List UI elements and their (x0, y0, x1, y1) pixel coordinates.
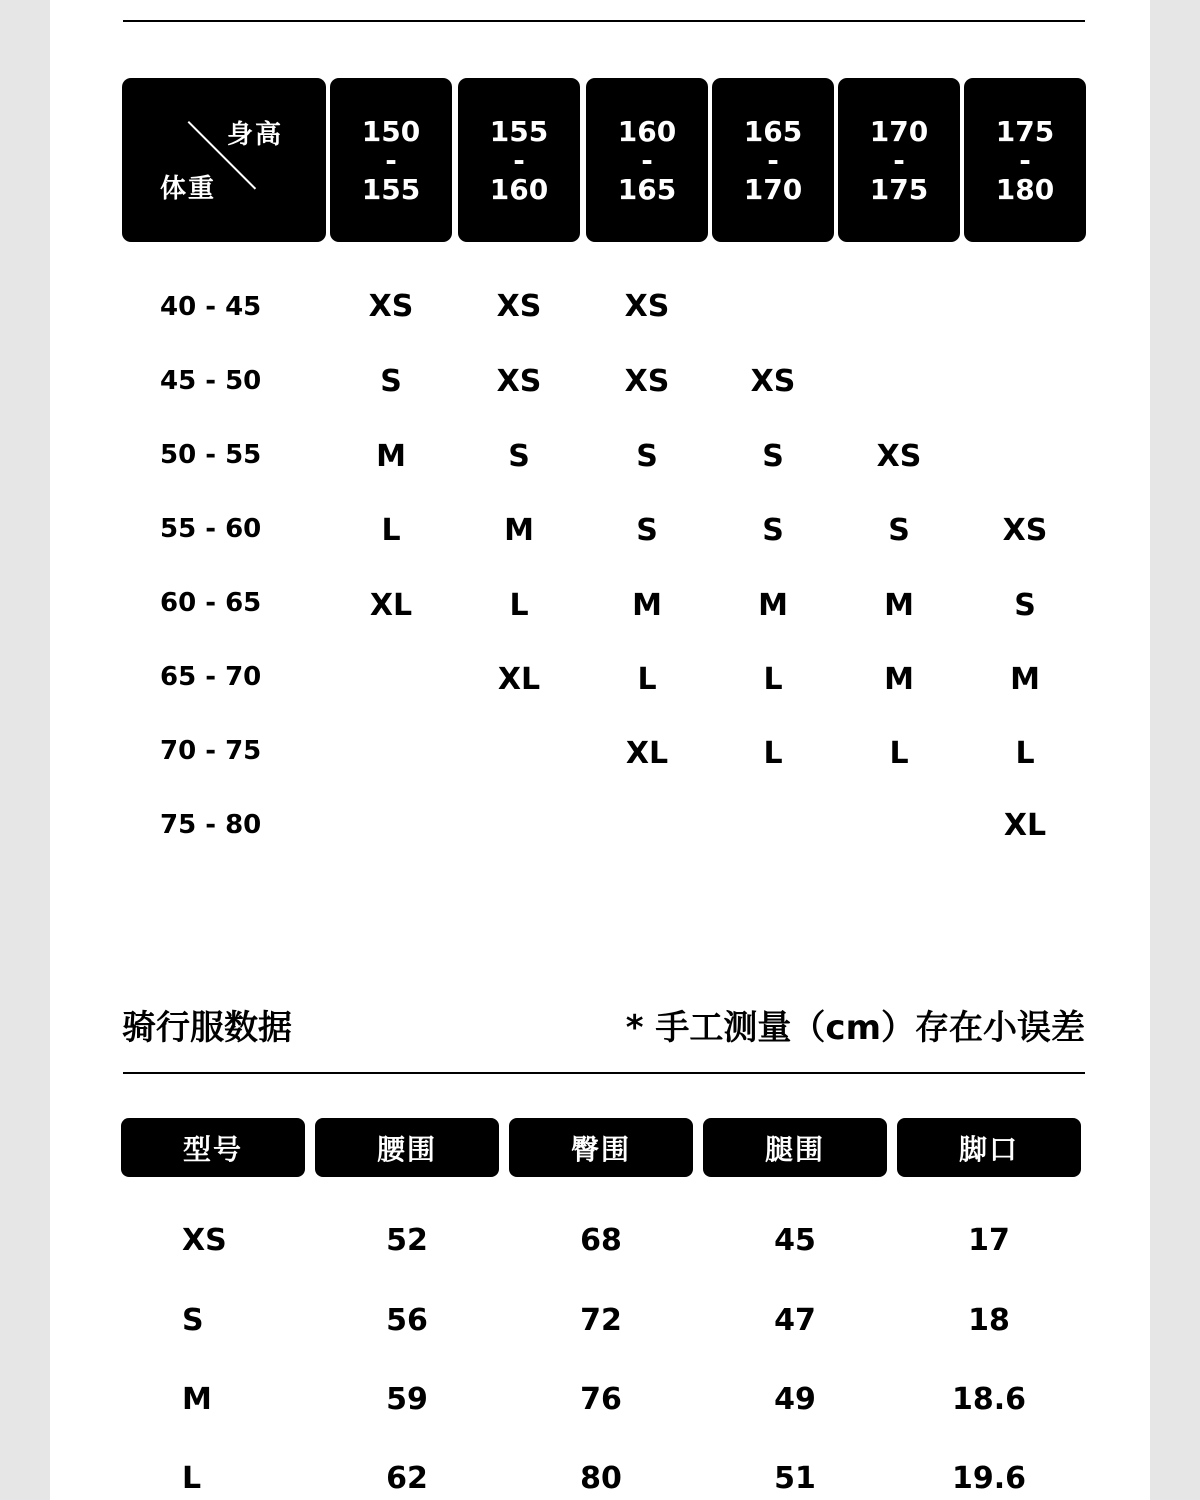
size-cell: L (763, 662, 783, 697)
height-range-header (458, 78, 580, 242)
measure-cell: 45 (774, 1223, 816, 1258)
range-dash: - (641, 143, 653, 177)
range-to: 170 (743, 172, 803, 206)
measure-cell: 18.6 (951, 1382, 1027, 1417)
size-cell: S (636, 439, 658, 474)
height-range-header (964, 78, 1086, 242)
size-cell: L (509, 588, 529, 623)
size-cell: L (381, 513, 401, 548)
size-cell: S (380, 364, 402, 399)
range-from: 175 (995, 114, 1055, 148)
size-cell: S (508, 439, 530, 474)
size-cell: XL (625, 736, 669, 771)
size-cell: S (762, 439, 784, 474)
range-to: 165 (617, 172, 677, 206)
size-cell: XS (496, 364, 542, 399)
range-to: 180 (995, 172, 1055, 206)
measure-cell: 80 (580, 1461, 622, 1496)
section-title: 骑行服数据 (122, 1008, 292, 1048)
height-range-header (586, 78, 708, 242)
size-cell: XS (368, 289, 414, 324)
measure-cell-size: L (182, 1461, 202, 1496)
range-dash: - (385, 143, 397, 177)
weight-range-label: 60 - 65 (160, 588, 262, 618)
size-guide-page (50, 0, 1150, 1500)
column-header-thigh: 腿围 (703, 1118, 887, 1177)
measure-cell: 52 (386, 1223, 428, 1258)
size-cell: M (376, 439, 406, 474)
measure-cell: 18 (968, 1303, 1010, 1338)
measure-cell-size: M (182, 1382, 212, 1417)
range-from: 155 (489, 114, 549, 148)
size-cell: M (1010, 662, 1040, 697)
size-cell: M (884, 662, 914, 697)
range-dash: - (513, 143, 525, 177)
measure-cell-size: S (182, 1303, 204, 1338)
weight-range-label: 45 - 50 (160, 366, 262, 396)
size-cell: S (1014, 588, 1036, 623)
size-cell: XL (369, 588, 413, 623)
range-dash: - (1019, 143, 1031, 177)
size-cell: M (884, 588, 914, 623)
column-header-hip: 臀围 (509, 1118, 693, 1177)
measure-cell: 59 (386, 1382, 428, 1417)
measure-cell: 76 (580, 1382, 622, 1417)
range-dash: - (893, 143, 905, 177)
measure-cell: 47 (774, 1303, 816, 1338)
height-range-header (838, 78, 960, 242)
top-divider (123, 20, 1085, 22)
size-cell: L (1015, 736, 1035, 771)
weight-range-label: 75 - 80 (160, 810, 262, 840)
size-cell: XS (624, 289, 670, 324)
range-from: 150 (361, 114, 421, 148)
measure-cell: 68 (580, 1223, 622, 1258)
range-to: 160 (489, 172, 549, 206)
measure-cell-size: XS (182, 1223, 227, 1258)
measurement-note: * 手工测量（cm）存在小误差 (625, 1008, 1085, 1048)
size-cell: S (636, 513, 658, 548)
weight-axis-label: 体重 (160, 174, 217, 204)
measure-cell: 72 (580, 1303, 622, 1338)
measure-cell: 19.6 (951, 1461, 1027, 1496)
measure-cell: 51 (774, 1461, 816, 1496)
size-cell: M (758, 588, 788, 623)
size-cell: XS (750, 364, 796, 399)
size-cell: M (504, 513, 534, 548)
column-header-waist: 腰围 (315, 1118, 499, 1177)
height-range-header (330, 78, 452, 242)
measure-cell: 56 (386, 1303, 428, 1338)
weight-range-label: 40 - 45 (160, 292, 262, 322)
column-header-hem: 脚口 (897, 1118, 1081, 1177)
range-to: 155 (361, 172, 421, 206)
size-cell: XS (876, 439, 922, 474)
range-to: 175 (869, 172, 929, 206)
size-cell: XL (1003, 808, 1047, 843)
size-cell: L (889, 736, 909, 771)
height-axis-label: 身高 (227, 120, 284, 150)
size-cell: XS (1002, 513, 1048, 548)
weight-range-label: 50 - 55 (160, 440, 262, 470)
range-from: 170 (869, 114, 929, 148)
size-cell: M (632, 588, 662, 623)
size-cell: XS (496, 289, 542, 324)
size-cell: XL (497, 662, 541, 697)
range-dash: - (767, 143, 779, 177)
size-cell: S (762, 513, 784, 548)
measure-cell: 17 (968, 1223, 1010, 1258)
weight-range-label: 55 - 60 (160, 514, 262, 544)
header-corner-cell (122, 78, 326, 242)
column-header-size: 型号 (121, 1118, 305, 1177)
range-from: 160 (617, 114, 677, 148)
weight-range-label: 65 - 70 (160, 662, 262, 692)
measure-cell: 62 (386, 1461, 428, 1496)
range-from: 165 (743, 114, 803, 148)
size-cell: S (888, 513, 910, 548)
weight-range-label: 70 - 75 (160, 736, 262, 766)
size-cell: L (763, 736, 783, 771)
size-cell: XS (624, 364, 670, 399)
measure-cell: 49 (774, 1382, 816, 1417)
height-range-header (712, 78, 834, 242)
section-divider (123, 1072, 1085, 1074)
size-cell: L (637, 662, 657, 697)
